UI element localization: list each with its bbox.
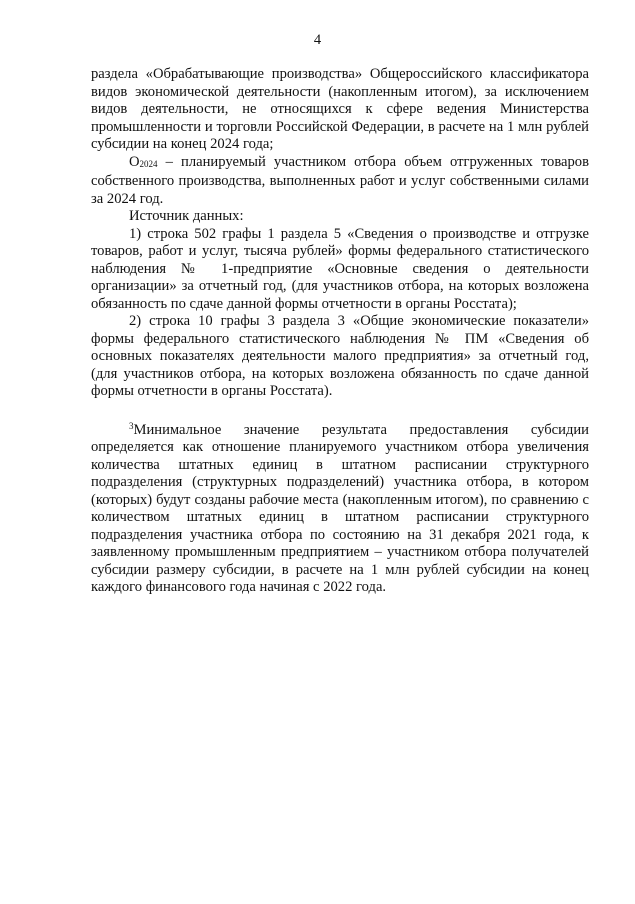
page-number: 4	[313, 32, 322, 48]
paragraph-data-source-heading: Источник данных:	[129, 208, 244, 224]
footnote	[91, 418, 589, 597]
paragraph-source-1: 1) строка 502 графы 1 раздела 5 «Сведения о производстве и отгрузке товаров, работ и услуг, тысяча рублей» формы федерального статистического наблюдения № 1-предприятие «Основные сведения о деятельности организации» за отчетный год, (для участников отбора, на которых возложена обязанность по сдаче данной формы отчетности в органы Росстата);	[91, 225, 589, 312]
paragraph-continuation: раздела «Обрабатывающие производства» Общероссийского классификатора видов экономической деятельности (накопленным итогом), за исключением видов деятельности, не относящихся к сфере ведения Министерства промышленности и торговли Российской Федерации, в расчете на 1 млн рублей субсидии на конец 2024 года;	[91, 66, 589, 152]
o-definition-text: – планируемый участником отбора объем отгруженных товаров собственного производства, выполненных работ и услуг собственными силами за 2024 год.	[91, 153, 589, 207]
o-symbol: О	[129, 153, 140, 170]
paragraph-source-2: 2) строка 10 графы 3 раздела 3 «Общие экономические показатели» формы федерального статистического наблюдения № ПМ «Сведения об основных показателях деятельности малого предприятия» за отчетный год, (для участников отбора, на которых возложена обязанность по сдаче данной формы отчетности в органы Росстата).	[91, 313, 589, 399]
document-body	[91, 66, 589, 597]
paragraph-o2024-definition	[91, 154, 589, 209]
footnote-text: Минимальное значение результата предоставления субсидии определяется как отношение планируемого участником отбора увеличения количества штатных единиц в штатном расписании структурного подразделения (структурных подразделений) участника отбора, в котором (которых) будут созданы рабочие места (накопленным итогом), по сравнению с количеством штатных единиц в штатном расписании структурного подразделения участника отбора по состоянию на 31 декабря 2021 года, к заявленному промышленным предприятием – участником отбора получателей субсидии размеру субсидии, в расчете на 1 млн рублей субсидии на конец каждого финансового года начиная с 2022 года.	[91, 421, 589, 595]
footnote-marker: 3	[129, 420, 134, 431]
o-subscript: 2024	[139, 158, 158, 169]
